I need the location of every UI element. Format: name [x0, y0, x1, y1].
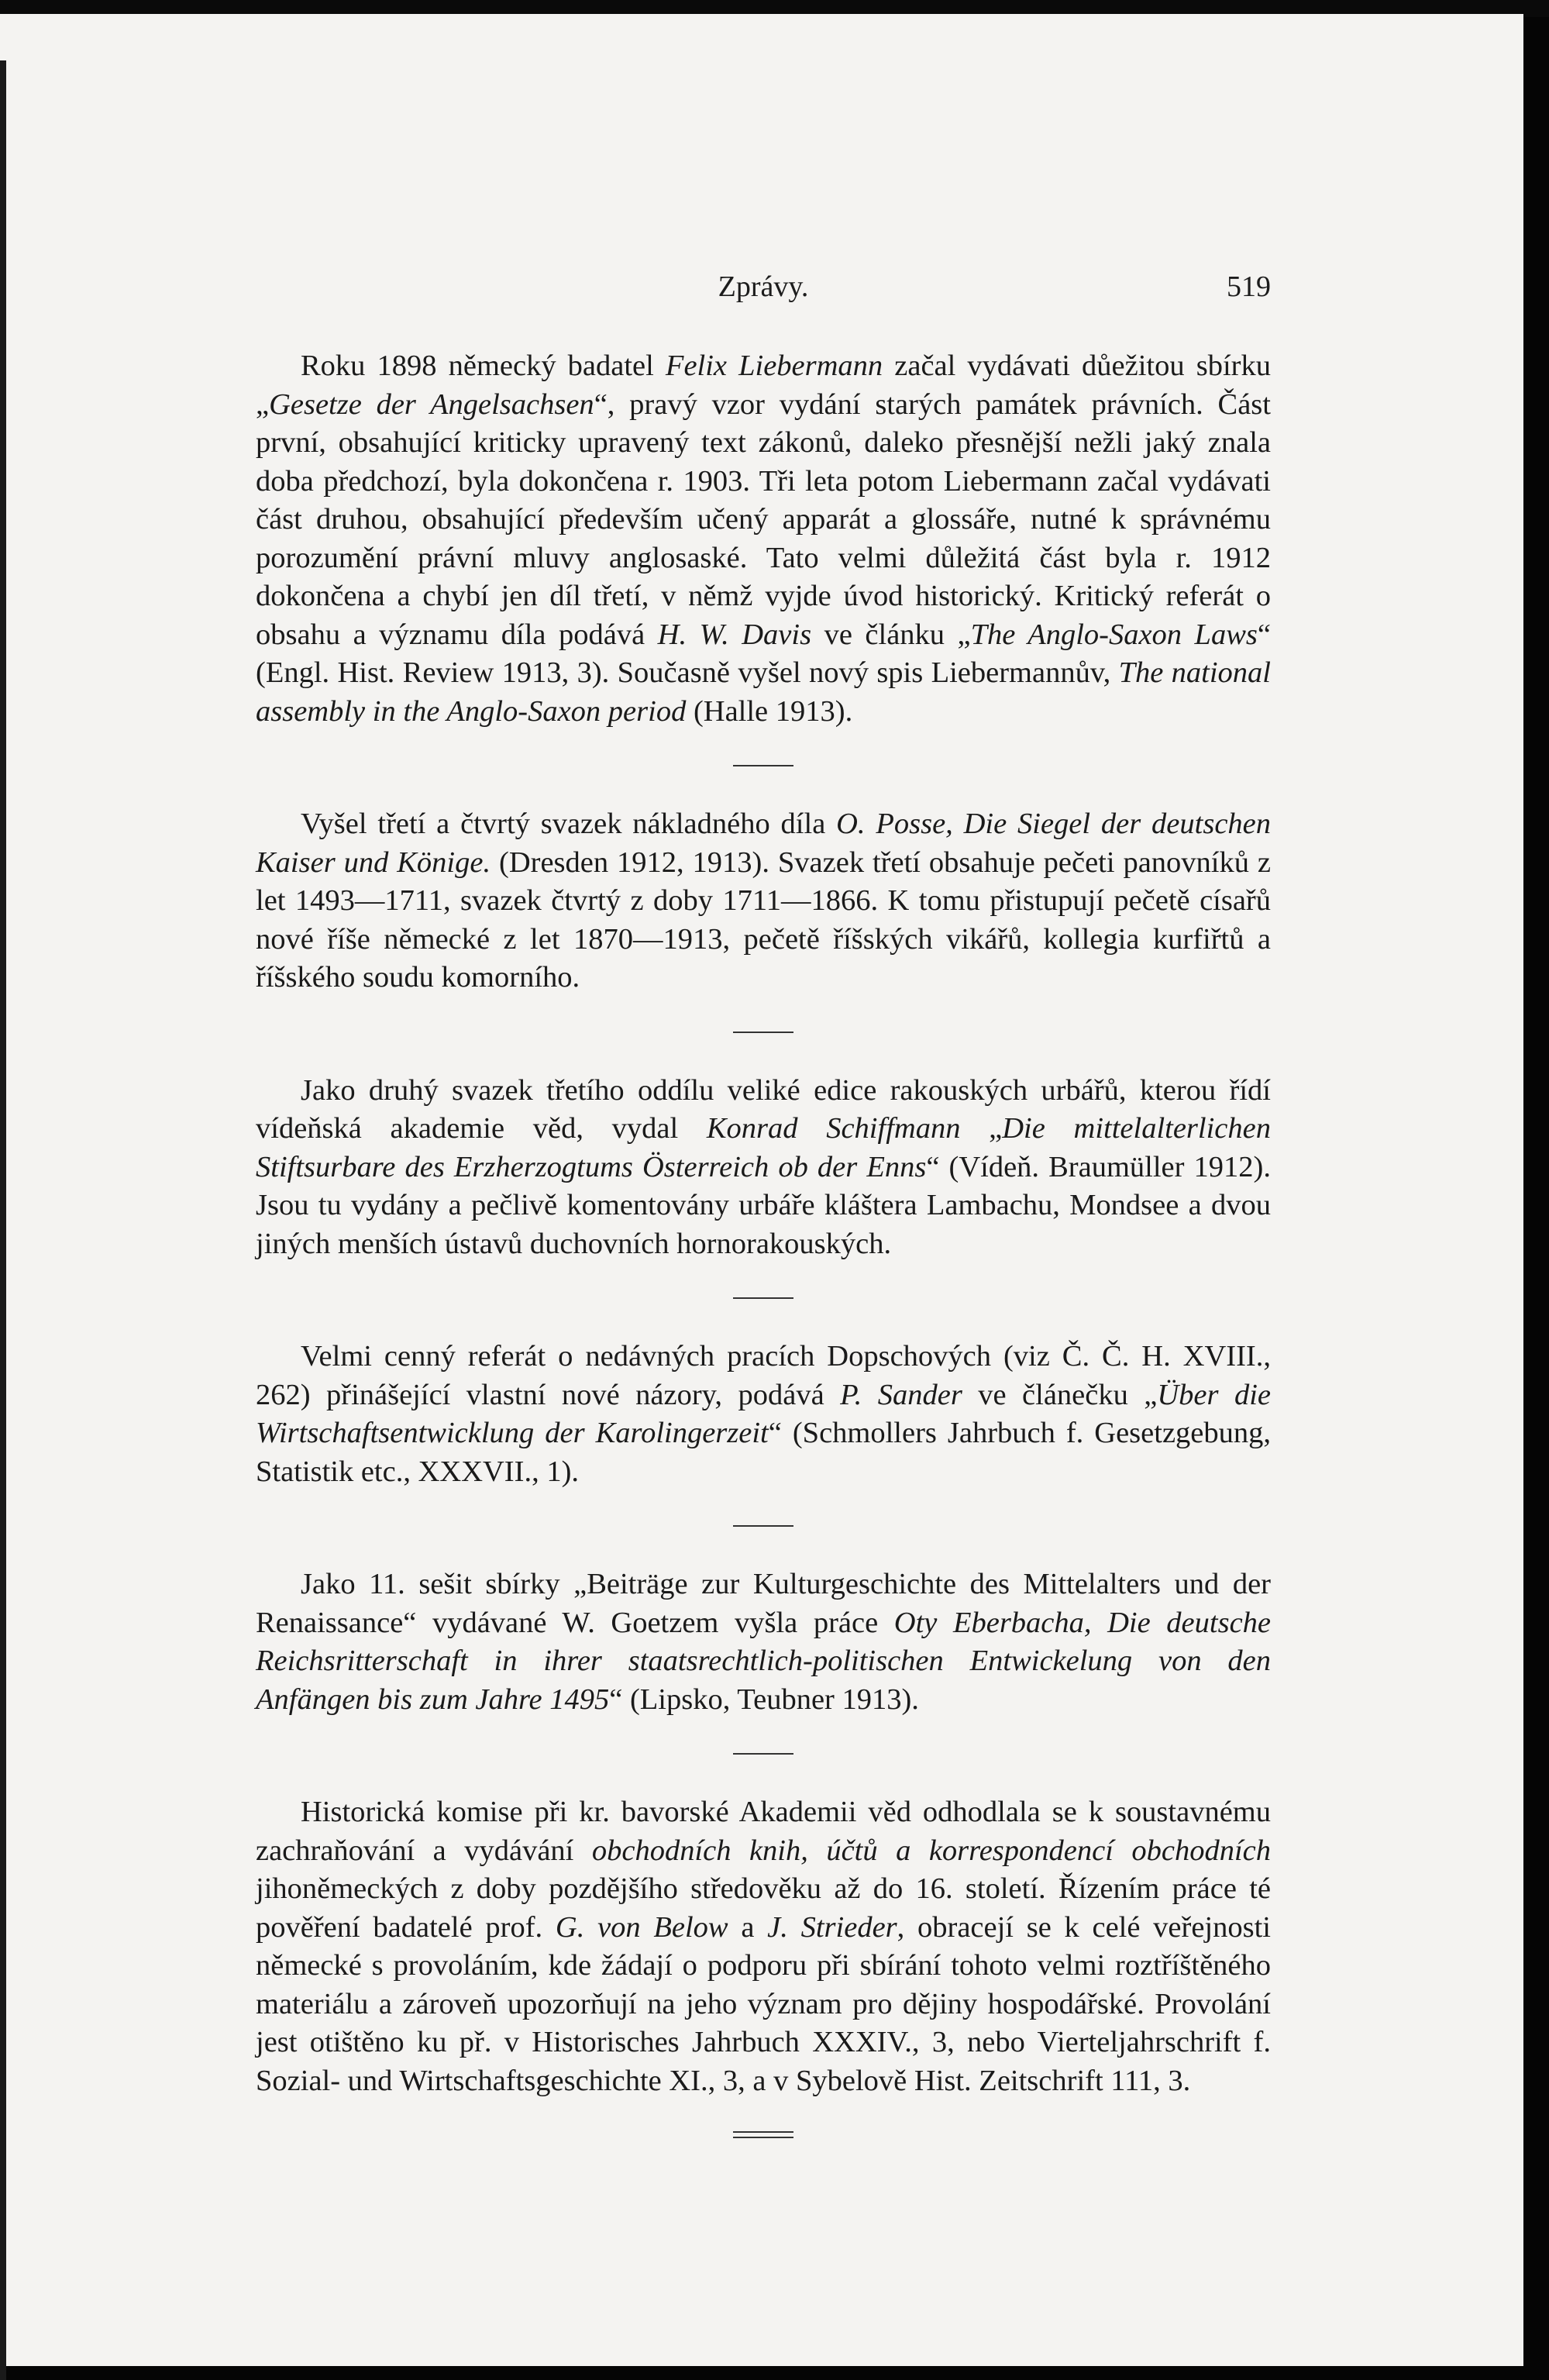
text-run: Historická komise při kr. bavorské Akademii věd odhodlala se k soustavnému zachraňování a vydávání	[256, 1796, 1271, 1867]
work-title: Über die Wirtschaftsentwicklung der Karolingerzeit	[256, 1378, 1271, 1449]
author-name: G. von Below	[555, 1910, 728, 1944]
text-run: “, pravý vzor vydání starých památek právních. Část první, obsahující kriticky upravený text zákonů, daleko přesnější nežli jaký znala doba předchozí, byla dokončena r. 1903. Tři leta potom Liebermann začal vydávati část druhou, obsahující především učený apparát a glossáře, nutné k správnému porozumění právní mluvy anglosaské. Tato velmi důležitá část byla r. 1912 dokončena a chybí jen díl třetí, v němž vyjde úvod historický. Kritický referát o obsahu a významu díla podává	[256, 387, 1271, 651]
paragraph-schiffmann	[256, 1072, 1271, 1264]
paragraph-sander	[256, 1338, 1271, 1491]
work-title: The Anglo-Saxon Laws	[970, 618, 1258, 651]
text-run: ve článečku „	[962, 1378, 1158, 1411]
author-name: Konrad Schiffmann	[706, 1112, 961, 1145]
work-title: Oty Eberbacha, Die deutsche Reichsritterschaft in ihrer staatsrechtlich-politischen Entwickelung von den Anfängen bis zum Jahre 1495	[256, 1606, 1271, 1716]
paragraph-liebermann	[256, 347, 1271, 731]
end-double-rule	[733, 2131, 793, 2138]
text-run: “ (Vídeň. Braumüller 1912). Jsou tu vydány a pečlivě komentovány urbáře kláštera Lambachu, Mondsee a dvou jiných menších ústavů duchovních hornorakouských.	[256, 1150, 1271, 1260]
text-run: Velmi cenný referát o nedávných pracích Dopschových (viz Č. Č. H. XVIII., 262) přinášející vlastní nové názory, podává	[256, 1340, 1271, 1411]
author-name: J. Strieder	[767, 1910, 897, 1944]
text-run: (Dresden 1912, 1913). Svazek třetí obsahuje pečeti panovníků z let 1493—1711, svazek čtvrtý z doby 1711—1866. K tomu přistupují pečetě císařů nové říše německé z let 1870—1913, pečetě říšských vikářů, kollegia kurfiřtů a říšského soudu komorního.	[256, 846, 1271, 994]
scan-left-edge	[0, 60, 6, 2380]
section-divider	[733, 765, 793, 766]
text-run: Jako druhý svazek třetího oddílu veliké edice rakouských urbářů, kterou řídí vídeňská akademie věd, vydal	[256, 1073, 1271, 1145]
page-sheet	[0, 14, 1523, 2366]
text-run: Vyšel třetí a čtvrtý svazek nákladného díla	[301, 808, 837, 840]
header-title: Zprávy.	[718, 270, 809, 303]
work-title: Die mittelalterlichen Stiftsurbare des Erzherzogtums Österreich ob der Enns	[256, 1112, 1271, 1183]
work-title: O. Posse, Die Siegel der deutschen Kaiser und Könige.	[256, 808, 1271, 879]
work-title: The national assembly in the Anglo-Saxon period	[256, 656, 1271, 728]
text-run: , obracejí se k celé veřejnosti německé s provoláním, kde žádají o podporu při sbírání tohoto velmi roztříštěného materiálu a zároveň upozorňují na jeho význam pro dějiny hospodářské. Provolání jest otištěno ku př. v Historisches Jahrbuch XXXIV., 3, nebo Vierteljahrschrift f. Sozial- und Wirtschaftsgeschichte XI., 3, a v Sybelově Hist. Zeitschrift 111, 3.	[256, 1910, 1272, 2097]
text-run: jihoněmeckých z doby pozdějšího středověku až do 16. století. Řízením práce té pověření badatelé prof.	[256, 1872, 1271, 1944]
paragraph-eberbach	[256, 1565, 1271, 1719]
section-divider	[733, 1753, 793, 1755]
section-divider	[733, 1525, 793, 1527]
section-divider	[733, 1297, 793, 1299]
work-title: obchodních knih, účtů a korrespondencí obchodních	[591, 1834, 1272, 1867]
text-run: “ (Lipsko, Teubner 1913).	[609, 1683, 919, 1716]
work-title: Gesetze der Angelsachsen	[269, 387, 594, 421]
running-header	[256, 270, 1271, 308]
author-name: P. Sander	[840, 1378, 962, 1411]
paragraph-posse	[256, 805, 1271, 997]
text-run: (Halle 1913).	[686, 694, 853, 728]
text-run: ve článku „	[811, 618, 971, 651]
paragraph-historicka-komise	[256, 1793, 1271, 2100]
section-divider	[733, 1032, 793, 1033]
article-body	[256, 347, 1271, 2142]
author-name: H. W. Davis	[657, 618, 812, 651]
text-run: Roku 1898 německý badatel	[301, 350, 666, 382]
text-run: a	[728, 1910, 768, 1944]
text-run: “ (Schmollers Jahrbuch f. Gesetzgebung, Statistik etc., XXXVII., 1).	[256, 1417, 1271, 1488]
text-run: “ (Engl. Hist. Review 1913, 3). Současně vyšel nový spis Liebermannův,	[256, 618, 1271, 689]
text-run: „	[960, 1112, 1003, 1145]
text-run: Jako 11. sešit sbírky „Beiträge zur Kulturgeschichte des Mittelalters und der Renaissance“ vydávané W. Goetzem vyšla práce	[256, 1568, 1271, 1639]
text-run: začal vydávati důežitou sbírku „	[256, 350, 1271, 421]
author-name: Felix Liebermann	[665, 350, 883, 382]
page-number: 519	[1227, 270, 1271, 303]
